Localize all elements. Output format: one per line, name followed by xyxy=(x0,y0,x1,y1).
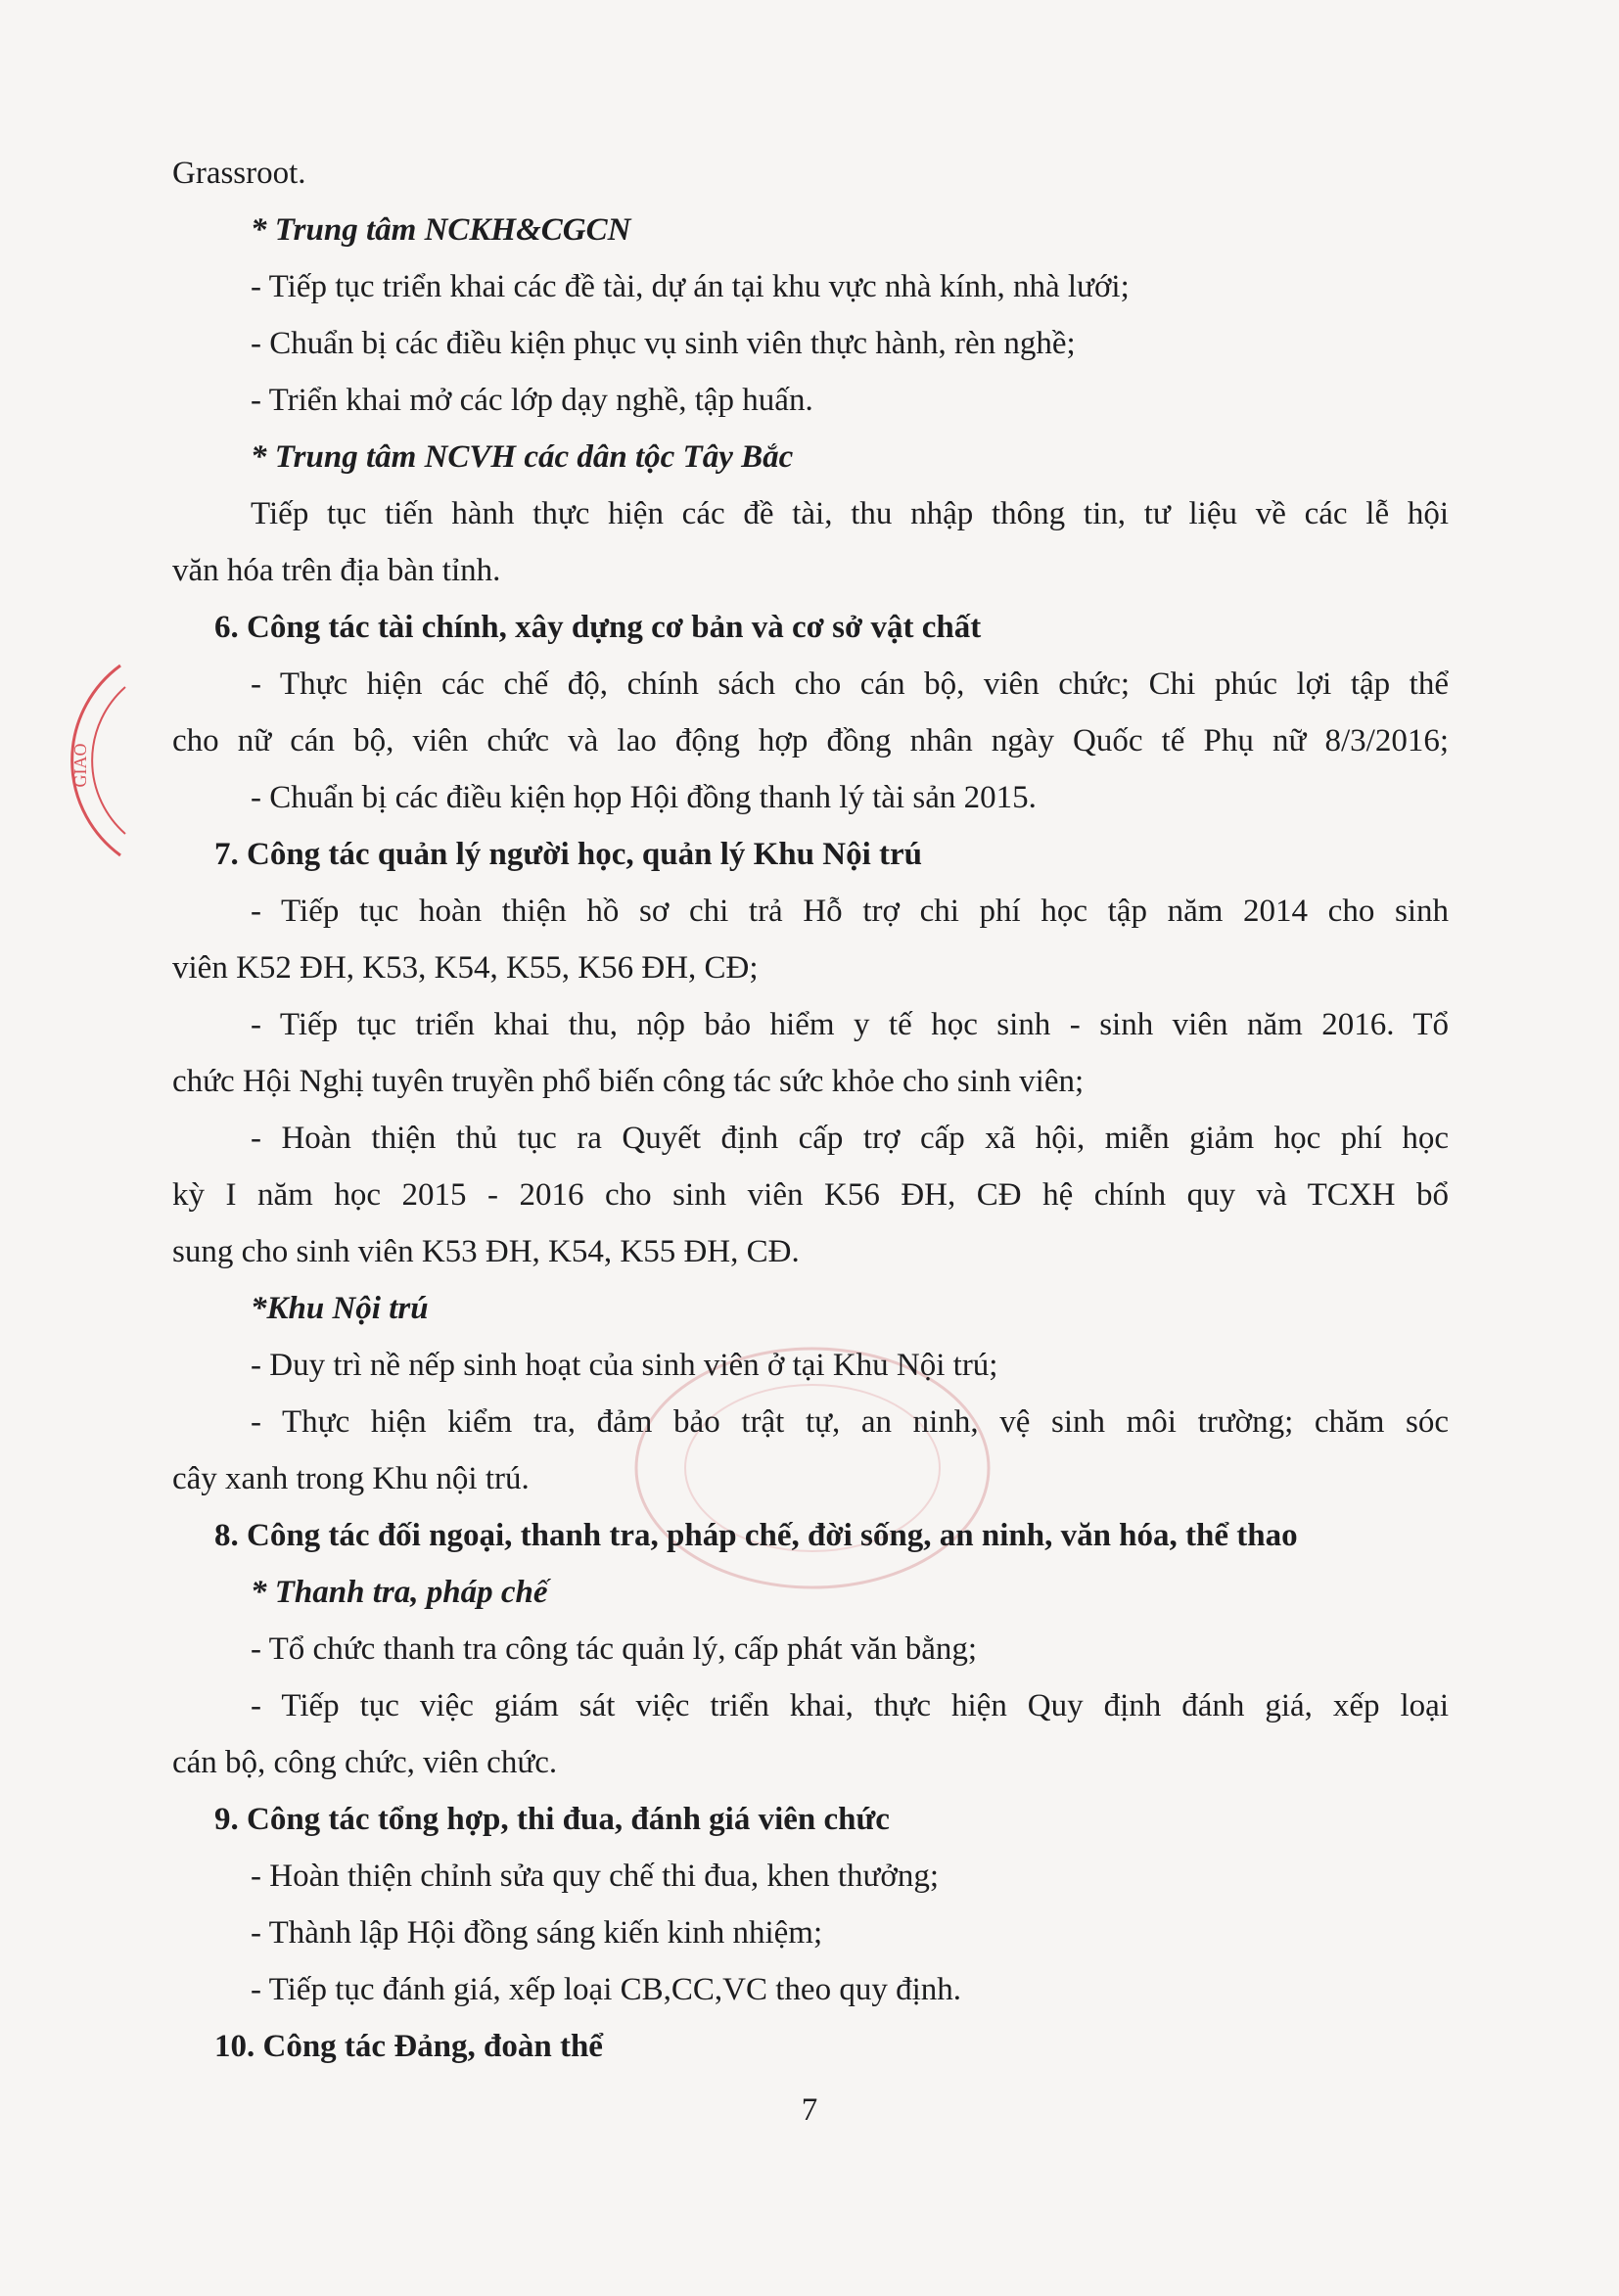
body-line: kỳ I năm học 2015 - 2016 cho sinh viên K56 ĐH, CĐ hệ chính quy và TCXH bổ xyxy=(172,1177,1449,1213)
body-line: cho nữ cán bộ, viên chức và lao động hợp đồng nhân ngày Quốc tế Phụ nữ 8/3/2016; xyxy=(172,723,1449,758)
body-line: - Chuẩn bị các điều kiện phục vụ sinh viên thực hành, rèn nghề; xyxy=(251,326,1076,361)
stamp-text: GIÁO xyxy=(70,743,90,788)
body-line: - Thành lập Hội đồng sáng kiến kinh nhiệm; xyxy=(251,1915,823,1951)
stamp-fragment xyxy=(27,658,135,863)
body-line: văn hóa trên địa bàn tỉnh. xyxy=(172,553,501,588)
body-line: - Thực hiện kiểm tra, đảm bảo trật tự, an ninh, vệ sinh môi trường; chăm sóc xyxy=(251,1404,1449,1440)
body-line: - Tiếp tục triển khai các đề tài, dự án tại khu vực nhà kính, nhà lưới; xyxy=(251,269,1130,304)
document-body xyxy=(172,145,1449,2075)
body-line: chức Hội Nghị tuyên truyền phổ biến công tác sức khỏe cho sinh viên; xyxy=(172,1064,1085,1099)
body-line: cây xanh trong Khu nội trú. xyxy=(172,1461,530,1496)
body-line: - Hoàn thiện chỉnh sửa quy chế thi đua, khen thưởng; xyxy=(251,1859,939,1894)
section-heading: 8. Công tác đối ngoại, thanh tra, pháp chế, đời sống, an ninh, văn hóa, thể thao xyxy=(214,1518,1298,1553)
body-line: - Tổ chức thanh tra công tác quản lý, cấp phát văn bằng; xyxy=(251,1631,978,1667)
body-line: Tiếp tục tiến hành thực hiện các đề tài, thu nhập thông tin, tư liệu về các lễ hội xyxy=(251,496,1449,531)
body-line: - Tiếp tục đánh giá, xếp loại CB,CC,VC theo quy định. xyxy=(251,1972,961,2007)
subsection-heading: * Trung tâm NCVH các dân tộc Tây Bắc xyxy=(251,439,794,475)
body-line: - Tiếp tục triển khai thu, nộp bảo hiểm y tế học sinh - sinh viên năm 2016. Tổ xyxy=(251,1007,1449,1042)
subsection-heading: * Thanh tra, pháp chế xyxy=(251,1575,548,1610)
subsection-heading: *Khu Nội trú xyxy=(251,1291,429,1326)
body-line: - Tiếp tục hoàn thiện hồ sơ chi trả Hỗ trợ chi phí học tập năm 2014 cho sinh xyxy=(251,894,1449,929)
subsection-heading: * Trung tâm NCKH&CGCN xyxy=(251,212,631,248)
body-line: - Triển khai mở các lớp dạy nghề, tập huấn. xyxy=(251,383,813,418)
body-line: - Duy trì nề nếp sinh hoạt của sinh viên ở tại Khu Nội trú; xyxy=(251,1348,998,1383)
section-heading: 7. Công tác quản lý người học, quản lý Khu Nội trú xyxy=(214,837,922,872)
body-line: - Thực hiện các chế độ, chính sách cho cán bộ, viên chức; Chi phúc lợi tập thể xyxy=(251,666,1449,702)
body-line: - Chuẩn bị các điều kiện họp Hội đồng thanh lý tài sản 2015. xyxy=(251,780,1037,815)
page-number: 7 xyxy=(801,2092,818,2128)
body-line: sung cho sinh viên K53 ĐH, K54, K55 ĐH, CĐ. xyxy=(172,1234,800,1269)
body-line: cán bộ, công chức, viên chức. xyxy=(172,1745,558,1780)
section-heading: 9. Công tác tổng hợp, thi đua, đánh giá viên chức xyxy=(214,1802,890,1837)
body-line: - Tiếp tục việc giám sát việc triển khai, thực hiện Quy định đánh giá, xếp loại xyxy=(251,1688,1449,1723)
section-heading: 6. Công tác tài chính, xây dựng cơ bản và cơ sở vật chất xyxy=(214,610,982,645)
section-heading: 10. Công tác Đảng, đoàn thể xyxy=(214,2029,603,2064)
body-line: - Hoàn thiện thủ tục ra Quyết định cấp trợ cấp xã hội, miễn giảm học phí học xyxy=(251,1121,1449,1156)
body-line: viên K52 ĐH, K53, K54, K55, K56 ĐH, CĐ; xyxy=(172,950,759,986)
body-line: Grassroot. xyxy=(172,156,306,191)
